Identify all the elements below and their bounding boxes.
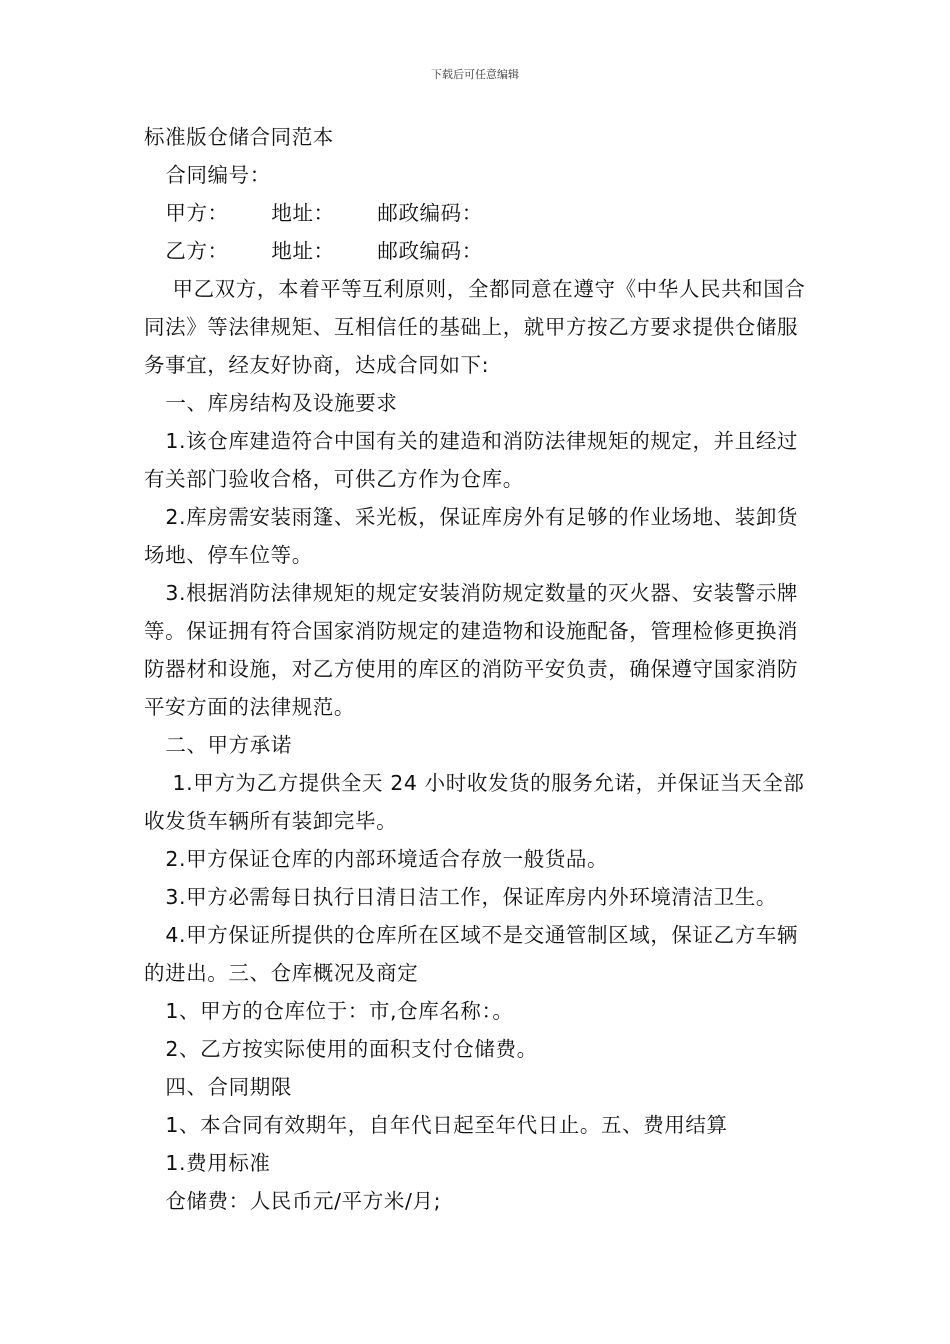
storage-fee-line: 仓储费：人民币元/平方米/月;	[144, 1189, 442, 1213]
section-heading-2: 二、甲方承诺	[144, 733, 292, 757]
party-a-line: 甲方： 地址： 邮政编码：	[144, 201, 483, 225]
clause-3-1: 1、甲方的仓库位于：市,仓库名称：。	[144, 999, 514, 1023]
clause-1-1: 1.该仓库建造符合中国有关的建造和消防法律规矩的规定，并且经过有关部门验收合格，可供乙方作为仓库。	[144, 429, 799, 491]
document-body	[144, 118, 812, 1220]
clause-3-2: 2、乙方按实际使用的面积支付仓储费。	[144, 1037, 538, 1061]
page-header: 下载后可任意编辑	[431, 68, 519, 81]
contract-number-line: 合同编号：	[144, 163, 271, 187]
clause-2-4: 4.甲方保证所提供的仓库所在区域不是交通管制区域，保证乙方车辆的进出。三、仓库概况及商定	[144, 923, 799, 985]
clause-2-3: 3.甲方必需每日执行日清日洁工作，保证库房内外环境清洁卫生。	[144, 885, 777, 909]
clause-4-1: 1、本合同有效期年，自年代日起至年代日止。五、费用结算	[144, 1113, 728, 1137]
clause-2-1: 1.甲方为乙方提供全天 24 小时收发货的服务允诺，并保证当天全部收发货车辆所有装卸完毕。	[144, 771, 805, 833]
clause-2-2: 2.甲方保证仓库的内部环境适合存放一般货品。	[144, 847, 609, 871]
section-heading-1: 一、库房结构及设施要求	[144, 391, 398, 415]
document-title: 标准版仓储合同范本	[144, 125, 334, 149]
clause-1-3: 3.根据消防法律规矩的规定安装消防规定数量的灭火器、安装警示牌等。保证拥有符合国家消防规定的建造物和设施配备，管理检修更换消防器材和设施，对乙方使用的库区的消防平安负责，确保遵守国家消防平安方面的法律规范。	[144, 581, 799, 719]
clause-1-2: 2.库房需安装雨篷、采光板，保证库房外有足够的作业场地、装卸货场地、停车位等。	[144, 505, 799, 567]
clause-5-1: 1.费用标准	[144, 1151, 271, 1175]
preamble-paragraph: 甲乙双方，本着平等互利原则，全都同意在遵守《中华人民共和国合同法》等法律规矩、互相信任的基础上，就甲方按乙方要求提供仓储服务事宜，经友好协商，达成合同如下:	[144, 277, 806, 377]
party-b-line: 乙方： 地址： 邮政编码：	[144, 239, 483, 263]
section-heading-4: 四、合同期限	[144, 1075, 292, 1099]
